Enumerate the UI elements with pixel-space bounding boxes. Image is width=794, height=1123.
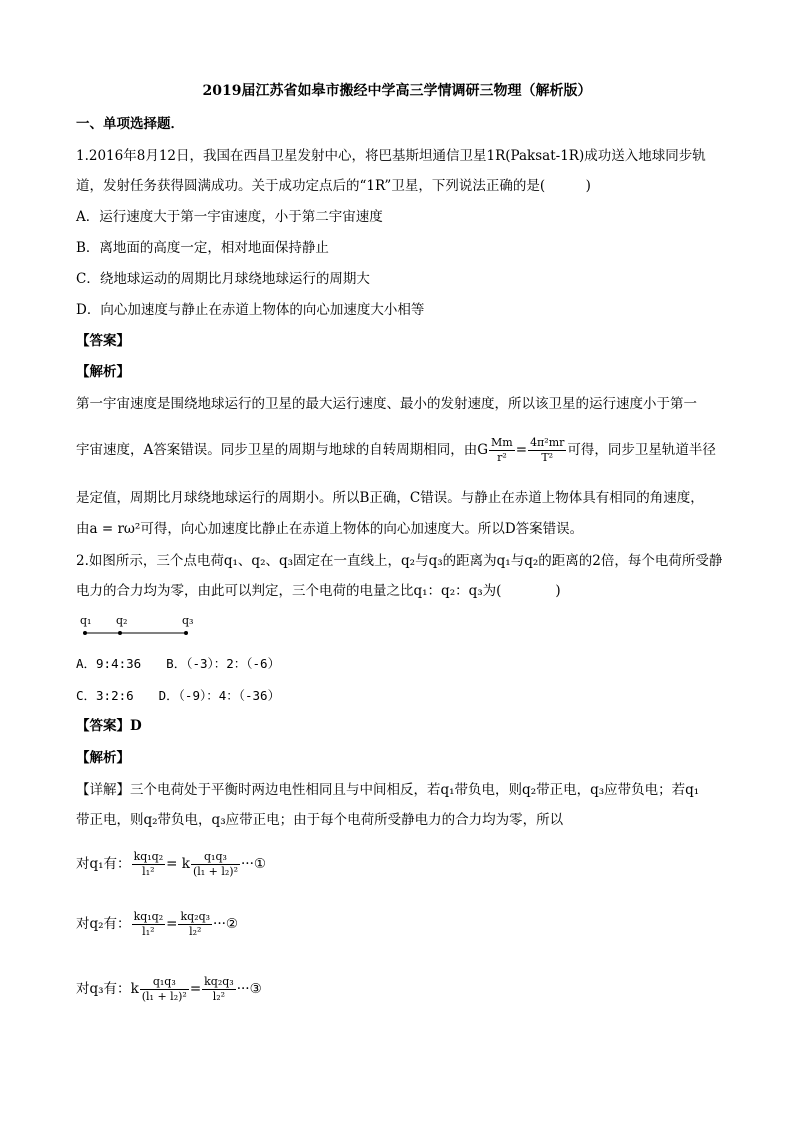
q1-analysis-line4: 由a = rω²可得，向心加速度比静止在赤道上物体的向心加速度大。所以D答案错误。 xyxy=(76,521,584,537)
fraction xyxy=(140,975,189,1004)
equals-sign: = xyxy=(166,916,178,932)
equation-label: 对q₁有： xyxy=(76,856,131,872)
fraction-denominator: l₁² xyxy=(142,925,155,938)
fraction-numerator: q₁q₃ xyxy=(140,975,189,990)
charge-diagram xyxy=(78,612,208,642)
fraction-denominator: l₁² xyxy=(142,865,155,878)
fraction-numerator: kq₂q₃ xyxy=(180,910,211,923)
q2-detail-line2: 带正电，则q₂带负电，q₃应带正电；由于每个电荷所受静电力的合力均为零，所以 xyxy=(76,812,564,828)
q1-option-c: C．绕地球运动的周期比月球绕地球运行的周期大 xyxy=(76,271,370,287)
equals-sign: = k xyxy=(166,856,190,872)
fraction xyxy=(178,910,212,939)
equation-label: 对q₃有： xyxy=(76,981,131,997)
q1-analysis-text: 宇宙速度，A答案错误。同步卫星的周期与地球的自转周期相同，由 xyxy=(76,442,478,458)
fraction-numerator: kq₁q₂ xyxy=(133,850,164,863)
q1-option-a: A．运行速度大于第一宇宙速度，小于第二宇宙速度 xyxy=(76,209,383,225)
fraction-denominator: l₂² xyxy=(212,990,226,1003)
charge-dot-q3 xyxy=(184,631,188,635)
fraction-numerator: Mm xyxy=(491,436,513,449)
fraction xyxy=(191,850,240,879)
q1-analysis-line2 xyxy=(76,436,716,465)
fraction-denominator: (l₁ + l₂)² xyxy=(141,990,187,1003)
q2-analysis-label: 【解析】 xyxy=(76,750,130,766)
equals-sign: = xyxy=(189,981,202,997)
fraction-numerator: 4π²mr xyxy=(530,436,565,449)
q2-detail-line1: 【详解】三个电荷处于平衡时两边电性相同且与中间相反，若q₁带负电，则q₂带正电，q₃应带负电；若q₁ xyxy=(76,782,700,798)
q1-stem-line2: 道，发射任务获得圆满成功。关于成功定点后的“1R”卫星，下列说法正确的是( ) xyxy=(76,178,591,194)
formula-g: G xyxy=(477,442,489,458)
fraction xyxy=(132,850,166,879)
equation-tag: ···③ xyxy=(236,981,262,997)
fraction-denominator: r² xyxy=(497,451,507,464)
q1-analysis-line3: 是定值，周期比月球绕地球运行的周期小。所以B正确，C错误。与静止在赤道上物体具有相同的角速度， xyxy=(76,490,704,506)
fraction-mm-r2 xyxy=(489,436,515,465)
q2-options-line1: A．9:4:36 B．（-3）：2：（-6） xyxy=(76,656,281,671)
equation-1 xyxy=(76,850,266,879)
section-heading: 一、单项选择题． xyxy=(76,116,184,132)
equation-label: 对q₂有： xyxy=(76,916,131,932)
label-q2: q₂ xyxy=(116,614,128,627)
q1-answer-label: 【答案】 xyxy=(76,333,130,349)
label-q1: q₁ xyxy=(80,614,92,627)
document-title: 2019届江苏省如皋市搬经中学高三学情调研三物理（解析版） xyxy=(202,83,592,99)
q2-options-line2: C．3:2:6 D．（-9）：4：（-36） xyxy=(76,688,281,703)
equals-sign: = xyxy=(515,442,528,458)
equation-tag: ···② xyxy=(213,916,239,932)
fraction-denominator: T² xyxy=(541,451,554,464)
constant-k: k xyxy=(130,981,139,997)
q2-answer: 【答案】D xyxy=(76,718,142,734)
equation-3 xyxy=(76,975,262,1004)
fraction xyxy=(132,910,166,939)
q1-analysis-line1: 第一宇宙速度是围绕地球运行的卫星的最大运行速度、最小的发射速度，所以该卫星的运行速度小于第一 xyxy=(76,396,697,412)
q1-analysis-label: 【解析】 xyxy=(76,364,130,380)
q1-analysis-text: 可得，同步卫星轨道半径 xyxy=(567,442,716,458)
q2-stem-line2: 电力的合力均为零，由此可以判定，三个电荷的电量之比q₁：q₂：q₃为( ) xyxy=(76,583,561,599)
q1-option-d: D．向心加速度与静止在赤道上物体的向心加速度大小相等 xyxy=(76,302,425,318)
fraction-4pi2mr-t2 xyxy=(528,436,566,465)
fraction-denominator: (l₁ + l₂)² xyxy=(192,865,238,878)
equation-tag: ···① xyxy=(241,856,266,872)
q2-stem-line1: 2.如图所示，三个点电荷q₁、q₂、q₃固定在一直线上，q₂与q₃的距离为q₁与q₂的距离的2倍，每个电荷所受静 xyxy=(76,553,723,569)
charge-dot-q1 xyxy=(83,631,87,635)
q1-stem-line1: 1.2016年8月12日，我国在西昌卫星发射中心，将巴基斯坦通信卫星1R(Paksat-1R)成功送入地球同步轨 xyxy=(76,148,706,164)
fraction xyxy=(202,975,236,1004)
fraction-numerator: q₁q₃ xyxy=(191,850,240,865)
charge-dot-q2 xyxy=(118,631,122,635)
label-q3: q₃ xyxy=(182,614,194,627)
fraction-numerator: kq₂q₃ xyxy=(204,975,234,988)
q1-option-b: B．离地面的高度一定，相对地面保持静止 xyxy=(76,240,329,256)
equation-2 xyxy=(76,910,238,939)
fraction-denominator: l₂² xyxy=(189,925,202,938)
fraction-numerator: kq₁q₂ xyxy=(133,910,164,923)
